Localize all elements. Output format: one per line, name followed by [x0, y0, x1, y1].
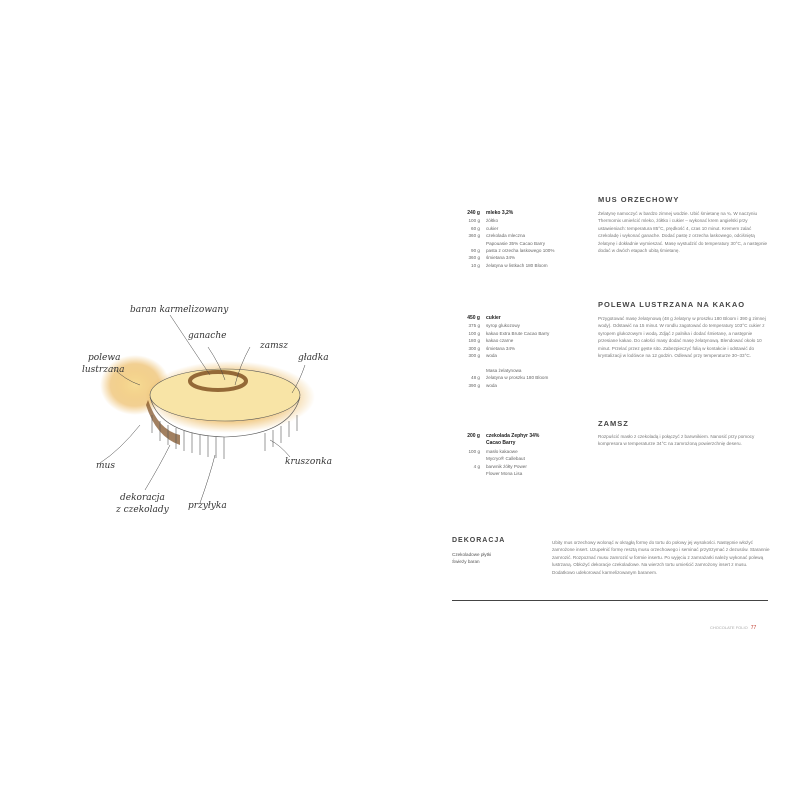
- ingredient-row: Mycryo® Callebaut: [486, 456, 525, 462]
- bottom-rule: [452, 600, 768, 601]
- dekoracja-title: DEKORACJA: [452, 537, 506, 544]
- dekoracja-item: Czekoladowe płytki: [452, 552, 492, 557]
- label-baran: baran karmelizowany: [130, 305, 229, 315]
- ingredient-row: 10 g żelatyna w listkach 180 Bloom: [471, 262, 548, 268]
- ingredient-row: 48 g żelatyna w proszku 180 Bloom: [471, 375, 549, 381]
- ingredient-row: 450 g cukier: [467, 315, 501, 321]
- ingredient-row: Papouasie 35% Cacao Barry: [486, 240, 545, 246]
- ingredient-row: 90 g pasta z orzecha laskowego 100%: [471, 248, 555, 254]
- mus-title: MUS ORZECHOWY: [598, 195, 680, 204]
- dekoracja-items: [452, 551, 491, 566]
- ingredient-row: 240 g mleko 3,2%: [467, 210, 514, 216]
- label-dekoracja-2: z czekolady: [116, 505, 169, 515]
- label-polewa-2: lustrzana: [82, 365, 125, 375]
- ingredient-row: 100 g żółtko: [468, 218, 499, 224]
- dekoracja-method: Ubity mus orzechowy wolonąć w okrągłą formę do tortu do połowy jej wysokości. Następnie włożyć zamrożone insert. Uzupełnić formę resztą musu orzechowego i seminać przytrzymać z dezusów. Starannie zamrozić. Rozpoznać musu zamrozić w formie insertu. Po wyjęciu z zamrażarki należy wykonać polewą lustrzaną. Obłożyć dekoracje czekoladowe. Na wierzch tortu umieścić zamrożony insert z musu. Dodatkowo udekorować karmelizowanym baranem.: [552, 540, 770, 575]
- label-mus: mus: [96, 461, 115, 471]
- ingredient-row: Flower Mona Lisa: [486, 471, 523, 477]
- label-ganache: ganache: [188, 331, 227, 341]
- page-footer: [710, 625, 756, 631]
- label-polewa-1: polewa: [88, 353, 121, 363]
- polewa-method: Przygotować masę żelatynową (48 g żelatyny w proszku 180 Bloom i 390 g zimnej wody). Odstawić na 15 minut. W rondlu zagotować do temperatury 103°C cukier z syropem glukozowym i wodą. Zdjąć z palnika i dodać śmietanę, a następnie przesiane kakao. Do całości masy dodać masę żelatynową. Blendować około 10 minut. Przelać przez gęste sito. Zabezpieczyć folią w kontakcie i odstawić do krystalizacji w lodówce na 12 godzin. Odlewać przy temperaturze 30–33°C.: [598, 316, 766, 359]
- ingredient-row: Masa żelatynowa: [486, 367, 522, 373]
- ingredient-row: 300 g woda: [468, 353, 497, 359]
- ingredient-row: 375 g syrop glukozowy: [468, 323, 520, 329]
- cake-illustration: [60, 285, 380, 545]
- label-przybyka: przyłyka: [188, 501, 227, 511]
- ingredient-row: 300 g śmietana 34%: [468, 345, 516, 351]
- mus-ingredients: [452, 210, 602, 269]
- ingredient-row: Cacao Barry: [486, 440, 516, 447]
- polewa-title: POLEWA LUSTRZANA NA KAKAO: [598, 300, 746, 309]
- label-kruszonka: kruszonka: [285, 457, 332, 467]
- ingredient-row: 200 g czekolada Zephyr 34%: [467, 433, 540, 439]
- dekoracja-item: Świeży baran: [452, 559, 480, 565]
- ingredient-row: 390 g woda: [468, 382, 497, 388]
- ingredient-row: 360 g czekolada mleczna: [468, 233, 526, 239]
- mus-method: Żelatynę namoczyć w bardzo zimnej wodzie. Ubić śmietanę na ¾. W naczyniu Thermomix umieścić mleko, żółtko i cukier – wykonać krem angielski przy ustawieniach: temperatura 85°C, prędkość 4, czas 10 minut. Kremem zalać czekoladę i wykonać ganache. Dodać pastę z orzecha laskowego, odciśniętą żelatynę i dokładnie wymieszać. Masę wystudzić do temperatury 30°C, a następnie dodać w dwóch etapach ubitą śmietanę.: [598, 211, 768, 254]
- label-zamsz: zamsz: [260, 341, 289, 351]
- label-dekoracja-1: dekoracja: [120, 493, 165, 503]
- ingredient-row: 100 g kakao Extra Brute Cacao Barry: [468, 330, 550, 336]
- zamsz-title: ZAMSZ: [598, 419, 629, 428]
- zamsz-ingredients: [452, 433, 602, 477]
- polewa-ingredients: [452, 315, 602, 389]
- label-gladka: gładka: [298, 353, 329, 363]
- ingredient-row: 180 g kakao czarne: [468, 338, 514, 344]
- ingredient-row: 4 g barwnik żółty Power: [473, 463, 527, 469]
- footer-text: CHOCOLATE FOLIO: [710, 625, 748, 630]
- zamsz-method: Rozpuścić masło z czekoladą i połączyć z barwnikiem. Nanosić przy pomocy kompresora w temperaturze 34°C na zamrożoną powierzchnię deseru.: [598, 434, 755, 447]
- cake-top: [150, 369, 300, 421]
- page-number: 77: [750, 625, 757, 631]
- ingredient-row: 360 g śmietana 34%: [468, 255, 516, 261]
- ingredient-row: 100 g masło kakaowe: [468, 448, 518, 454]
- ingredient-row: 60 g cukier: [471, 225, 499, 231]
